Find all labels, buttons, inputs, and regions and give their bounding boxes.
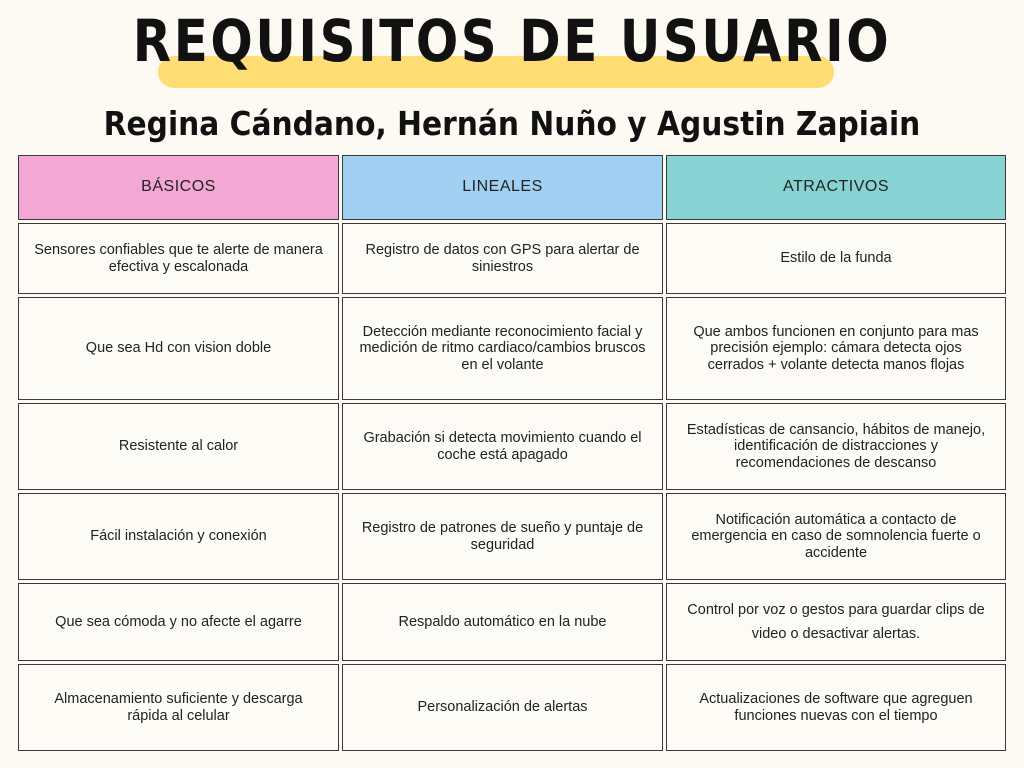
table-cell: Almacenamiento suficiente y descarga rápida al celular bbox=[18, 664, 339, 751]
table-cell: Estilo de la funda bbox=[666, 223, 1006, 294]
table-cell: Registro de datos con GPS para alertar de siniestros bbox=[342, 223, 663, 294]
title-area bbox=[0, 0, 1024, 90]
table-cell: Fácil instalación y conexión bbox=[18, 493, 339, 580]
table-cell: Respaldo automático en la nube bbox=[342, 583, 663, 661]
header-lineales: LINEALES bbox=[342, 155, 663, 220]
header-basicos: BÁSICOS bbox=[18, 155, 339, 220]
table-cell: Actualizaciones de software que agreguen funciones nuevas con el tiempo bbox=[666, 664, 1006, 751]
table-cell: Estadísticas de cansancio, hábitos de manejo, identificación de distracciones y recomendaciones de descanso bbox=[666, 403, 1006, 490]
table-cell: Control por voz o gestos para guardar clips de video o desactivar alertas. bbox=[666, 583, 1006, 661]
table-cell: Resistente al calor bbox=[18, 403, 339, 490]
table-cell: Que sea Hd con vision doble bbox=[18, 297, 339, 400]
table-cell: Registro de patrones de sueño y puntaje de seguridad bbox=[342, 493, 663, 580]
page-title: REQUISITOS DE USUARIO bbox=[132, 7, 892, 75]
authors-subtitle: Regina Cándano, Hernán Nuño y Agustin Zapiain bbox=[103, 104, 921, 143]
table-cell: Grabación si detecta movimiento cuando el coche está apagado bbox=[342, 403, 663, 490]
table-cell: Detección mediante reconocimiento facial y medición de ritmo cardiaco/cambios bruscos en el volante bbox=[342, 297, 663, 400]
table-cell: Notificación automática a contacto de emergencia en caso de somnolencia fuerte o accidente bbox=[666, 493, 1006, 580]
table-cell: Sensores confiables que te alerte de manera efectiva y escalonada bbox=[18, 223, 339, 294]
header-atractivos: ATRACTIVOS bbox=[666, 155, 1006, 220]
table-cell: Personalización de alertas bbox=[342, 664, 663, 751]
table-cell: Que sea cómoda y no afecte el agarre bbox=[18, 583, 339, 661]
table-cell: Que ambos funcionen en conjunto para mas precisión ejemplo: cámara detecta ojos cerrados + volante detecta manos flojas bbox=[666, 297, 1006, 400]
